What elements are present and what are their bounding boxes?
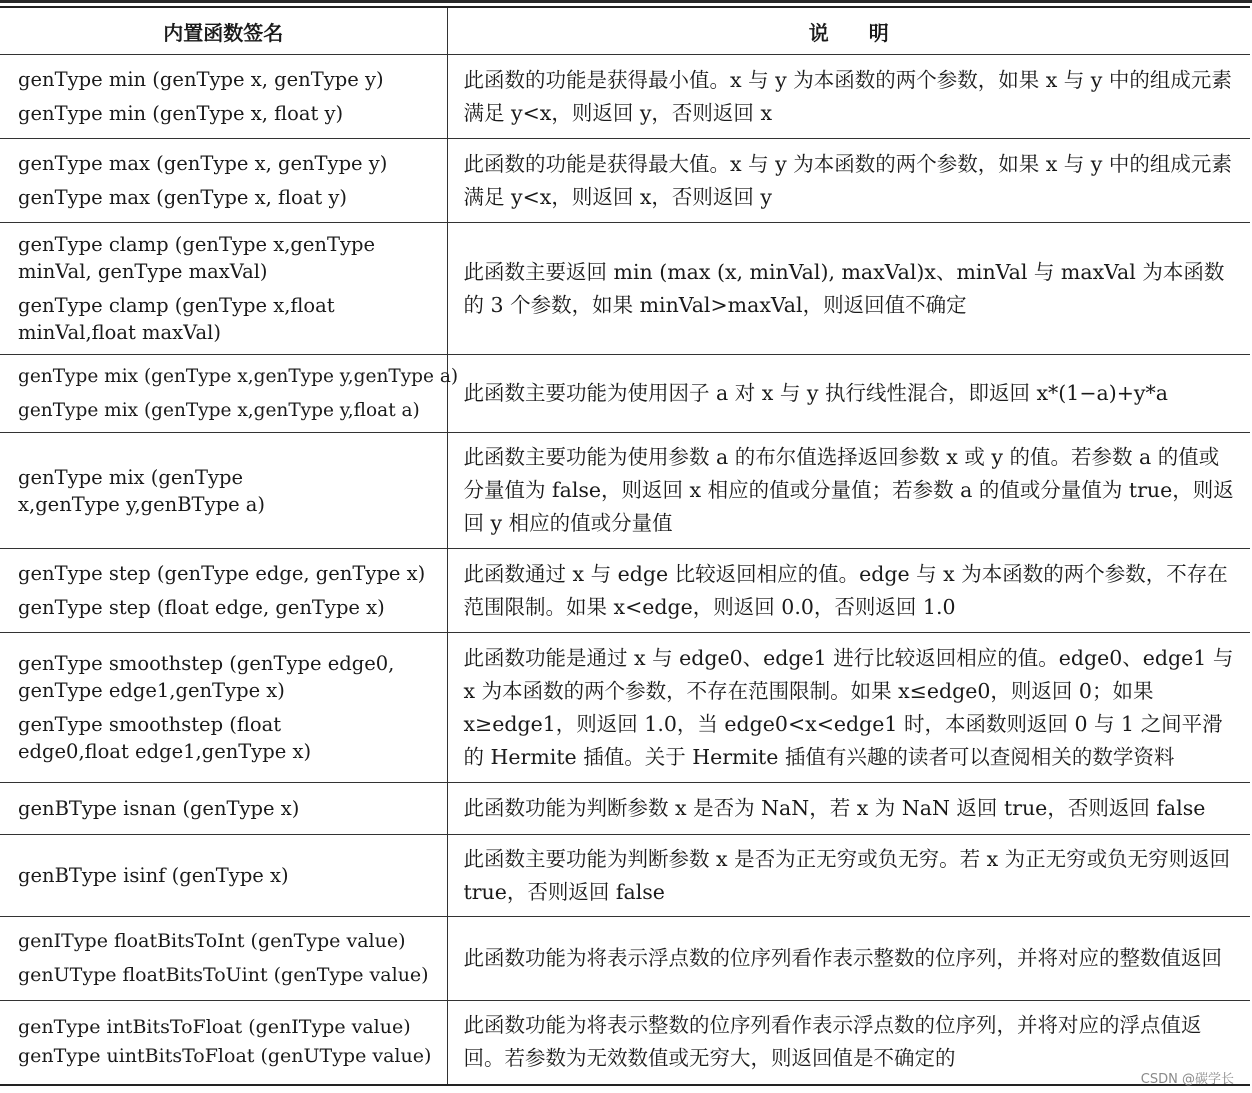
table-row	[0, 835, 1250, 917]
table-row	[0, 1001, 1250, 1085]
table-row	[0, 139, 1250, 223]
signature-cell	[0, 633, 447, 783]
description-cell: 此函数功能是通过 x 与 edge0、edge1 进行比较返回相应的值。edge0、edge1 与 x 为本函数的两个参数，不存在范围限制。如果 x≤edge0，则返回 0；如果 x≥edge1，则返回 1.0，当 edge0<x<edge1 时，本函数则返回 0 与 1 之间平滑的 Hermite 插值。关于 Hermite 插值有兴趣的读者可以查阅相关的数学资料	[447, 633, 1250, 783]
signature-cell	[0, 355, 459, 433]
signature-line: genType min (genType x, genType y)	[18, 68, 384, 91]
table-row	[0, 549, 1250, 633]
signature-line: genType mix (genType x,genType y,float a)	[18, 400, 420, 421]
signature-line: genIType floatBitsToInt (genType value)	[18, 930, 406, 952]
table-row	[0, 917, 1250, 1001]
description-cell: 此函数功能为判断参数 x 是否为 NaN，若 x 为 NaN 返回 true，否则返回 false	[447, 783, 1250, 835]
header-description: 说 明	[447, 7, 1250, 55]
signature-cell	[0, 549, 447, 633]
table-row	[0, 433, 1250, 549]
signature-line: genType step (genType edge, genType x)	[18, 562, 426, 585]
builtin-functions-table	[0, 6, 1250, 1086]
watermark-text: CSDN @碳学长	[1140, 1072, 1234, 1087]
signature-cell	[0, 433, 447, 549]
table-row	[0, 633, 1250, 783]
signature-line: genType uintBitsToFloat (genUType value)	[18, 1045, 432, 1068]
signature-line: genType smoothstep (float edge0,float edge1,genType x)	[18, 713, 312, 763]
description-cell: 此函数主要功能为使用参数 a 的布尔值选择返回参数 x 或 y 的值。若参数 a 的值或分量值为 false，则返回 x 相应的值或分量值；若参数 a 的值或分量值为 true，则返回 y 相应的值或分量值	[447, 433, 1250, 549]
signature-line: genType smoothstep (genType edge0, genType edge1,genType x)	[18, 652, 395, 702]
table-row	[0, 55, 1250, 139]
description-cell: 此函数的功能是获得最大值。x 与 y 为本函数的两个参数，如果 x 与 y 中的组成元素满足 y<x，则返回 x，否则返回 y	[447, 139, 1250, 223]
description-cell: 此函数功能为将表示整数的位序列看作表示浮点数的位序列，并将对应的浮点值返回。若参数为无效数值或无穷大，则返回值是不确定的	[447, 1001, 1250, 1085]
signature-cell	[0, 223, 447, 355]
signature-cell	[0, 835, 447, 917]
table-header-row	[0, 7, 1250, 55]
signature-line: genType max (genType x, float y)	[18, 186, 347, 209]
signature-line: genType min (genType x, float y)	[18, 102, 344, 125]
description-cell: 此函数主要功能为判断参数 x 是否为正无穷或负无穷。若 x 为正无穷或负无穷则返回 true，否则返回 false	[447, 835, 1250, 917]
signature-line: genType mix (genType x,genType y,genType a)	[18, 366, 459, 387]
signature-cell	[0, 917, 447, 1001]
signature-line: genType mix (genType x,genType y,genBType a)	[18, 465, 266, 516]
table-row	[0, 783, 1250, 835]
signature-cell	[0, 1001, 447, 1085]
header-signature: 内置函数签名	[0, 7, 447, 55]
description-cell: 此函数主要功能为使用因子 a 对 x 与 y 执行线性混合，即返回 x*(1−a)+y*a	[447, 355, 1250, 433]
description-cell: 此函数的功能是获得最小值。x 与 y 为本函数的两个参数，如果 x 与 y 中的组成元素满足 y<x，则返回 y，否则返回 x	[447, 55, 1250, 139]
signature-line: genType clamp (genType x,genType minVal, genType maxVal)	[18, 233, 376, 283]
signature-cell	[0, 139, 447, 223]
signature-line: genType max (genType x, genType y)	[18, 152, 388, 175]
signature-cell	[0, 55, 447, 139]
signature-line: genBType isnan (genType x)	[18, 797, 300, 820]
signature-line: genType step (float edge, genType x)	[18, 596, 385, 619]
description-cell: 此函数主要返回 min (max (x, minVal), maxVal)x、minVal 与 maxVal 为本函数的 3 个参数，如果 minVal>maxVal，则返回值不确定	[447, 223, 1250, 355]
description-cell: 此函数通过 x 与 edge 比较返回相应的值。edge 与 x 为本函数的两个参数，不存在范围限制。如果 x<edge，则返回 0.0，否则返回 1.0	[447, 549, 1250, 633]
top-rule	[0, 0, 1252, 3]
signature-line: genType intBitsToFloat (genIType value)	[18, 1016, 411, 1039]
table-row	[0, 223, 1250, 355]
signature-line: genUType floatBitsToUint (genType value)	[18, 964, 429, 986]
description-cell: 此函数功能为将表示浮点数的位序列看作表示整数的位序列，并将对应的整数值返回	[447, 917, 1250, 1001]
table-row	[0, 355, 1250, 433]
signature-line: genBType isinf (genType x)	[18, 864, 289, 887]
signature-line: genType clamp (genType x,float minVal,float maxVal)	[18, 294, 335, 344]
signature-cell	[0, 783, 447, 835]
